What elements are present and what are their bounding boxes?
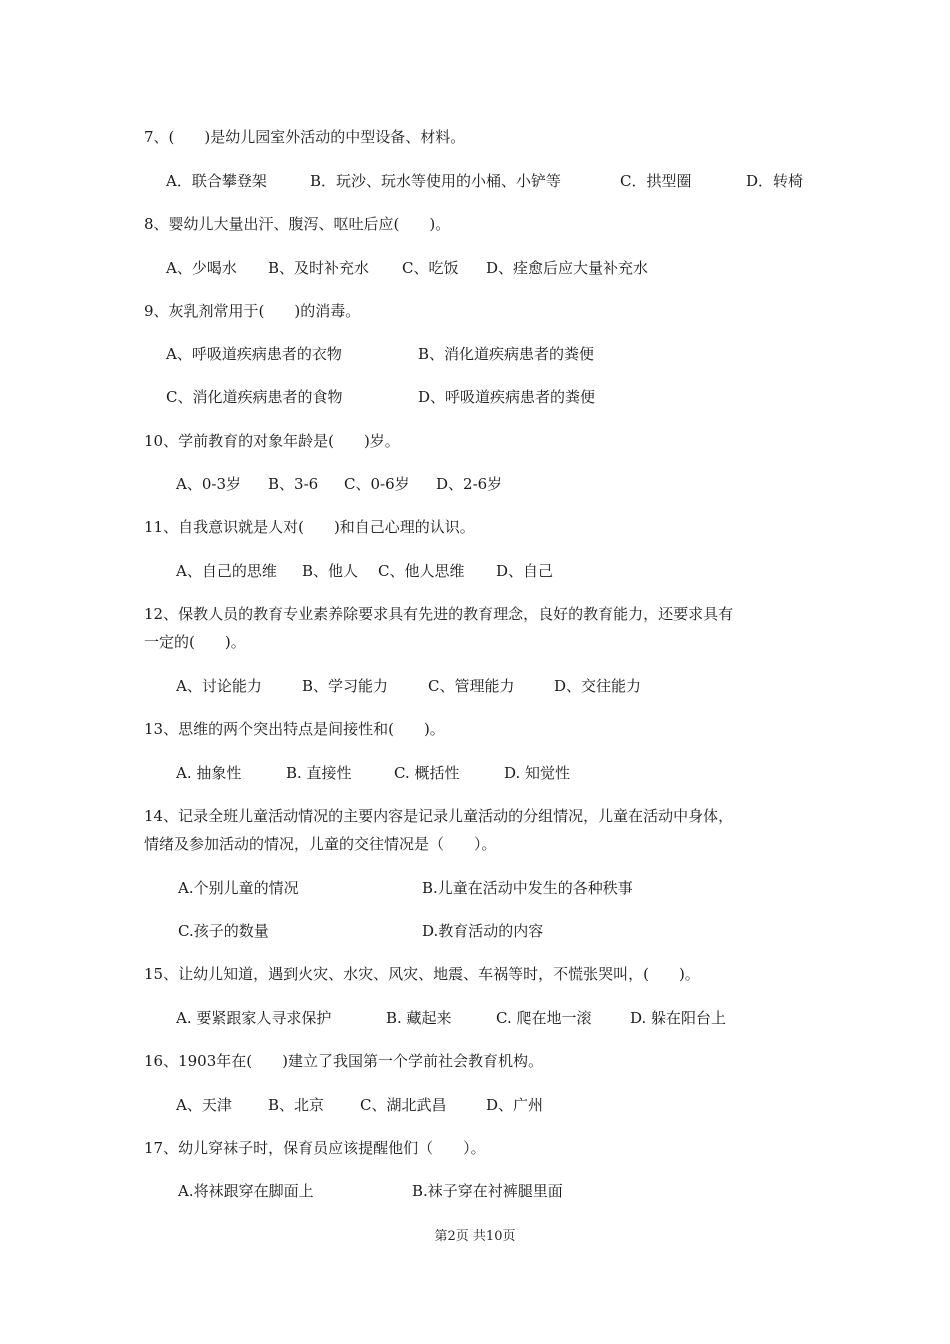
q14-option-b: B.儿童在活动中发生的各种秩事 (422, 879, 633, 897)
q8-option-a: A、少喝水 (166, 259, 237, 277)
question-14-stem-continued: 情绪及参加活动的情况，儿童的交往情况是（ ）。 (144, 835, 497, 853)
q16-option-c: C、湖北武昌 (360, 1096, 447, 1114)
q8-option-c: C、吃饭 (402, 259, 459, 277)
q14-option-a: A.个别儿童的情况 (178, 879, 299, 897)
q16-option-d: D、广州 (486, 1096, 544, 1114)
q12-option-c: C、管理能力 (428, 677, 515, 695)
question-10-stem: 10、学前教育的对象年龄是( )岁。 (144, 432, 400, 450)
q16-option-b: B、北京 (268, 1096, 325, 1114)
question-14-stem: 14、记录全班儿童活动情况的主要内容是记录儿童活动的分组情况，儿童在活动中身体， (144, 807, 734, 825)
question-7-stem: 7、( )是幼儿园室外活动的中型设备、材料。 (144, 128, 466, 146)
question-17-stem: 17、幼儿穿袜子时，保育员应该提醒他们（ ）。 (144, 1139, 486, 1157)
q11-option-d: D、自己 (496, 562, 554, 580)
q17-option-a: A.将袜跟穿在脚面上 (178, 1182, 314, 1200)
q15-option-b: B. 藏起来 (386, 1009, 452, 1027)
q11-option-c: C、他人思维 (378, 562, 465, 580)
q10-option-b: B、3-6 (268, 475, 319, 493)
q7-option-d: D．转椅 (746, 172, 804, 190)
q12-option-b: B、学习能力 (302, 677, 389, 695)
q11-option-b: B、他人 (302, 562, 359, 580)
q15-option-d: D. 躲在阳台上 (630, 1009, 727, 1027)
q10-option-c: C、0-6岁 (344, 475, 410, 493)
q12-option-a: A、讨论能力 (176, 677, 262, 695)
question-15-stem: 15、让幼儿知道，遇到火灾、水灾、风灾、地震、车祸等时，不慌张哭叫，( )。 (144, 965, 700, 983)
q14-option-c: C.孩子的数量 (178, 922, 269, 940)
q17-option-b: B.袜子穿在衬裤腿里面 (412, 1182, 563, 1200)
q15-option-a: A. 要紧跟家人寻求保护 (176, 1009, 332, 1027)
q12-option-d: D、交往能力 (554, 677, 642, 695)
question-8-stem: 8、婴幼儿大量出汗、腹泻、呕吐后应( )。 (144, 215, 451, 233)
q13-option-a: A. 抽象性 (176, 764, 242, 782)
q13-option-c: C. 概括性 (394, 764, 460, 782)
q14-option-d: D.教育活动的内容 (422, 922, 544, 940)
q9-option-a: A、呼吸道疾病患者的衣物 (166, 345, 342, 363)
question-16-stem: 16、1903年在( )建立了我国第一个学前社会教育机构。 (144, 1052, 543, 1070)
question-12-stem-continued: 一定的( )。 (144, 633, 246, 651)
q13-option-d: D. 知觉性 (504, 764, 571, 782)
q8-option-b: B、及时补充水 (268, 259, 370, 277)
q7-option-a: A．联合攀登架 (166, 172, 267, 190)
question-11-stem: 11、自我意识就是人对( )和自己心理的认识。 (144, 518, 475, 536)
q9-option-c: C、消化道疾病患者的食物 (166, 388, 343, 406)
q7-option-b: B．玩沙、玩水等使用的小桶、小铲等 (310, 172, 562, 190)
question-9-stem: 9、灰乳剂常用于( )的消毒。 (144, 302, 361, 320)
q16-option-a: A、天津 (176, 1096, 232, 1114)
q7-option-c: C．拱型圈 (620, 172, 692, 190)
q8-option-d: D、痊愈后应大量补充水 (486, 259, 649, 277)
q13-option-b: B. 直接性 (286, 764, 352, 782)
q11-option-a: A、自己的思维 (176, 562, 277, 580)
question-12-stem: 12、保教人员的教育专业素养除要求具有先进的教育理念，良好的教育能力，还要求具有 (144, 605, 734, 623)
q10-option-d: D、2-6岁 (436, 475, 503, 493)
q9-option-b: B、消化道疾病患者的粪便 (418, 345, 595, 363)
q10-option-a: A、0-3岁 (176, 475, 241, 493)
question-13-stem: 13、思维的两个突出特点是间接性和( )。 (144, 720, 445, 738)
q15-option-c: C. 爬在地一滚 (496, 1009, 592, 1027)
q9-option-d: D、呼吸道疾病患者的粪便 (418, 388, 596, 406)
page-footer: 第2页 共10页 (434, 1229, 516, 1244)
